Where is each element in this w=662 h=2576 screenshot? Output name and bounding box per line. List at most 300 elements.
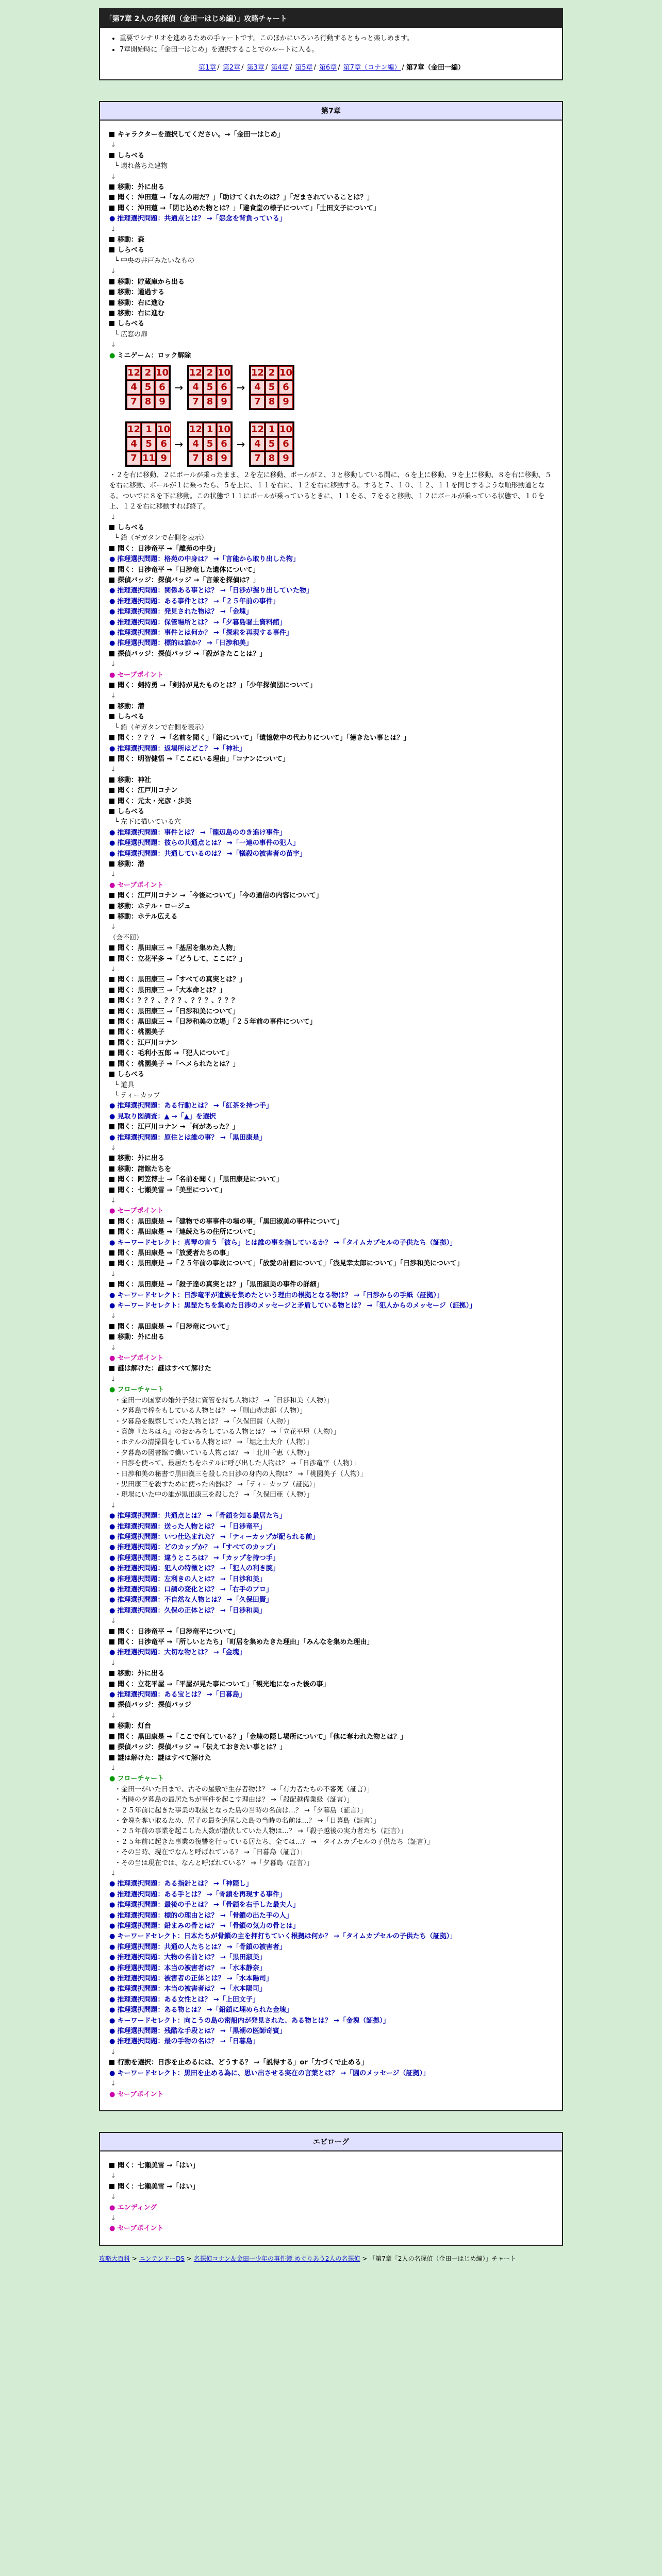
chapter-link-2[interactable]: 第2章	[222, 64, 241, 72]
square-bullet-icon	[109, 988, 114, 993]
square-bullet-icon	[109, 945, 114, 951]
lock-cell: 8	[204, 395, 216, 409]
square-bullet-icon	[109, 184, 114, 190]
deduction-text: 推理選択問題：事件とは何か？ →「探索を再現する事件」	[117, 629, 293, 637]
flowchart-answer: ・現場にいた中の誰が黒田康三を殺した？ →「久保田亜（人物）」	[114, 1491, 313, 1499]
lock-puzzle-note: ・２を右に移動、２にボールが乗ったまま、２を左に移動、ボールが２、３と移動している間に、６を上に移動、９を上に移動、８を右に移動、５を右に移動、ボールが１に乗ったら、５を上に、１１を右に、１２を右に移動する。すると７、１０、１２、１１を同じするような順形動道となる。ついでに８を下に移動。この状態で１１にボールが乗っているときに、１１をる、７をると移動、１２にボールが乗っている状態で、１０を上、１２を右に移動すれば終了。	[109, 471, 552, 511]
blue-dot-icon: ●	[109, 1291, 118, 1299]
deduction-item	[109, 1942, 553, 1953]
step-text: しらべる	[118, 523, 145, 532]
step-text: しらべる	[118, 151, 145, 160]
lock-cell: 10	[217, 423, 231, 436]
deduction-text: 推理選択問題：送った人物とは？ →「日渉竜平」	[117, 1522, 266, 1531]
deduction-item	[109, 1101, 553, 1111]
chapter-lines-part2	[109, 513, 553, 2100]
square-bullet-icon	[109, 704, 114, 709]
square-bullet-icon	[109, 2060, 114, 2065]
lock-cell: 9	[217, 395, 231, 409]
flowchart-answer: ・金塊を奪い取るため、居子の最を追尾した島の当時の名前は…？ →「日暮島（証言）」	[114, 1817, 380, 1825]
deduction-item	[109, 1585, 553, 1595]
deduction-item	[109, 1921, 553, 1931]
deduction-item	[109, 618, 553, 628]
savepoint-text: セーブポイント	[117, 2090, 164, 2098]
step-item	[109, 733, 553, 743]
flow-arrow: ↓	[110, 1144, 116, 1152]
step-item	[109, 1259, 553, 1269]
step-item	[109, 954, 553, 964]
green-dot-icon: ●	[109, 351, 118, 360]
intro-notes	[110, 33, 552, 56]
deduction-text: 見取り図調査：▲ →「▲」を選択	[117, 1112, 216, 1121]
step-item	[109, 1248, 553, 1259]
flow-arrow: ↓	[110, 1617, 116, 1625]
deduction-item	[109, 2016, 553, 2026]
investigate-text: 鉛（ギガタンで右側を表示）	[120, 723, 208, 732]
flow-arrow: ↓	[110, 1270, 116, 1278]
deduction-item	[109, 1974, 553, 1984]
deduction-text: キーワードセレクト：黒田を止める為に、思い出させる実在の言葉とは？ →「園のメッセージ（証拠）」	[117, 2069, 429, 2077]
deduction-item	[109, 638, 553, 649]
lock-cell: 9	[155, 395, 169, 409]
deduction-item	[109, 597, 553, 607]
step-text: 移動：外に出る	[118, 1670, 165, 1678]
deduction-text: 推理選択問題：標的の理由とは？ →「骨鎖の出た手の人」	[117, 1911, 293, 1920]
step-item	[109, 1007, 553, 1017]
deduction-item	[109, 1291, 553, 1301]
chapter-link-1[interactable]: 第1章	[198, 64, 217, 72]
flowchart-item	[109, 1385, 553, 1395]
flow-arrow: ↓	[110, 173, 116, 181]
step-item	[109, 1742, 553, 1753]
breadcrumb-link-game[interactable]: 名探偵コナン＆金田一少年の事件簿 めぐりあう2人の名探偵	[193, 2255, 360, 2262]
investigate-text: 広窓の扉	[120, 330, 147, 338]
step-text: 探偵バッジ：探偵バッジ	[118, 1701, 192, 1709]
blue-dot-icon: ●	[109, 1544, 118, 1552]
savepoint-item	[109, 1206, 553, 1216]
lock-cell: 4	[127, 437, 141, 451]
lock-cell: 12	[189, 366, 203, 380]
square-bullet-icon	[109, 777, 114, 783]
square-bullet-icon	[109, 1029, 114, 1035]
step-item	[109, 1680, 553, 1690]
step-text: 聞く：江戸川コナン	[118, 787, 178, 795]
step-text: 聞く：元太・光彦・歩美	[118, 797, 192, 805]
deduction-item	[109, 1522, 553, 1532]
savepoint-item	[109, 2224, 553, 2234]
blue-dot-icon: ●	[109, 1975, 118, 1983]
step-text: 聞く：黒田康是 →「ここで何している？」「金塊の隠し場所について」「他に奪われた物とは？」	[118, 1733, 407, 1741]
blue-dot-icon: ●	[109, 2027, 118, 2036]
deduction-text: 推理選択問題：事件とは？ →「龍辺島ののき追け事件」	[117, 828, 286, 837]
step-text: しらべる	[118, 320, 145, 328]
step-item	[109, 523, 553, 533]
deduction-item	[109, 828, 553, 838]
flow-arrow: ↓	[110, 1711, 116, 1720]
step-item	[109, 287, 553, 298]
step-item	[109, 277, 553, 287]
square-bullet-icon	[109, 247, 114, 252]
blue-dot-icon: ●	[109, 1649, 118, 1657]
lock-cell: 10	[217, 366, 231, 380]
step-item	[109, 1122, 553, 1132]
deduction-item	[109, 214, 553, 224]
flowchart-answer: ・２５年前の事業を起こした人数が潜伏していた人物は…？ →「殺子越後の実力者たち（証言）」	[114, 1827, 407, 1836]
square-bullet-icon	[109, 525, 114, 530]
page-wrap	[99, 0, 563, 2263]
flow-arrow: ↓	[110, 923, 116, 931]
blue-dot-icon: ●	[109, 1880, 118, 1888]
deduction-text: 推理選択問題：ある物とは？ →「鉛鎖に埋められた金塊」	[117, 2006, 293, 2014]
step-item	[109, 1322, 553, 1332]
step-item	[109, 891, 553, 901]
deduction-text: 推理選択問題：最後の手とは？ →「骨鎖を右手した最夫人」	[117, 1901, 300, 1909]
lock-board	[125, 421, 171, 467]
step-item	[109, 235, 553, 245]
step-text: 聞く：黒田康是 →「殺子達の真実とは？」「黒田淑美の事件の詳細」	[118, 1281, 323, 1289]
deduction-item	[109, 1574, 553, 1585]
step-item	[109, 1227, 553, 1238]
chapter-link-7-conan[interactable]: 第7章（コナン編）	[343, 64, 401, 72]
flow-arrow: ↓	[110, 2214, 116, 2222]
deduction-text: 推理選択問題：ある手とは？ →「骨鎖を再現する事件」	[117, 1890, 286, 1899]
blue-dot-icon: ●	[109, 1133, 118, 1142]
step-text: 聞く：日渉竜平 →「日渉竜した遺体について」	[118, 566, 260, 574]
step-item	[109, 1637, 553, 1648]
square-bullet-icon	[109, 904, 114, 909]
step-text: 移動：潜	[118, 860, 145, 868]
deduction-item	[109, 1543, 553, 1553]
step-item	[109, 943, 553, 954]
intro-note: • 重要でシナリオを進めるための手ャートです。このほかにいろいろ行動するともっと楽しめます。	[120, 33, 552, 44]
square-bullet-icon	[109, 2184, 114, 2189]
lock-cell: 4	[251, 381, 264, 394]
step-item	[109, 319, 553, 329]
square-bullet-icon	[109, 1324, 114, 1329]
blue-dot-icon: ●	[109, 2006, 118, 2014]
savepoint-item	[109, 2203, 553, 2213]
investigate-target: └ 左下に描いている穴	[114, 818, 181, 826]
blue-dot-icon: ●	[109, 828, 118, 837]
step-text: 探偵バッジ：探偵バッジ →「言兼を探偵は？」	[118, 577, 260, 584]
step-item	[109, 1332, 553, 1343]
deduction-item	[109, 1595, 553, 1605]
deduction-text: 推理選択問題：いつ仕込まれた？ →「ティーカップが配られる前」	[117, 1533, 319, 1541]
step-item	[109, 1753, 553, 1764]
chapter-nav: 第1章 / 第2章 / 第3章 / 第4章 / 第5章 / 第6章 / 第7章（コナン編） / 第7章（金田一編）	[198, 64, 465, 72]
step-item	[109, 775, 553, 786]
lock-cell: 2	[142, 366, 154, 380]
step-text: 聞く：七瀬美雪 →「はい」	[118, 2161, 200, 2170]
magenta-dot-icon: ●	[109, 2090, 118, 2098]
square-bullet-icon	[109, 683, 114, 688]
blue-dot-icon: ●	[109, 2016, 118, 2025]
square-bullet-icon	[109, 1723, 114, 1728]
step-item	[109, 1027, 553, 1038]
flow-arrow: ↓	[110, 267, 116, 276]
deduction-item	[109, 1890, 553, 1900]
step-text: 移動：通過する	[118, 289, 165, 297]
lock-cell: 9	[279, 395, 293, 409]
lock-cell: 4	[127, 381, 141, 394]
square-bullet-icon	[109, 1755, 114, 1760]
lock-cell: 9	[217, 452, 231, 465]
flowchart-answer: ・日渉を使って、最居たちをホテルに呼び出した人物は？ →「日渉竜平（人物）」	[114, 1460, 360, 1468]
investigate-text: 中央の井戸みたいなもの	[120, 257, 194, 265]
lock-puzzle-figure	[109, 361, 553, 470]
square-bullet-icon	[109, 237, 114, 242]
flowchart-answer: ・２５年前に起きた事業の取扱となった島の当時の名前は…？ →「夕暮島（証言）」	[114, 1806, 367, 1815]
step-item	[109, 565, 553, 575]
lock-cell: 10	[279, 423, 293, 436]
deduction-item	[109, 1564, 553, 1574]
lock-cell: 1	[142, 423, 156, 436]
breadcrumb-link-ds[interactable]: ニンテンドーDS	[139, 2255, 185, 2262]
deduction-text: 推理選択問題：違うところは？ →「カップを持つ手」	[117, 1554, 279, 1562]
lock-cell: 11	[142, 452, 156, 465]
chapter-link-6[interactable]: 第6章	[319, 64, 337, 72]
blue-dot-icon: ●	[109, 2069, 118, 2077]
step-text: 移動：貯蔵庫から出る	[118, 278, 185, 286]
blue-dot-icon: ●	[109, 1890, 118, 1899]
square-bullet-icon	[109, 1629, 114, 1634]
chapter-lines-part1	[109, 130, 553, 361]
lock-cell: 7	[127, 395, 141, 409]
step-text: 聞く：桃園美子 →「ヘメられたとは？」	[118, 1060, 240, 1068]
lock-board	[125, 365, 171, 410]
lock-cell: 7	[251, 452, 264, 465]
flow-arrow: ↓	[110, 766, 116, 774]
epilogue-content	[100, 2151, 562, 2245]
blue-dot-icon: ●	[109, 1985, 118, 1993]
deduction-text: キーワードセレクト：日渉竜平が遺族を集めたという理由の根拠となる物は？ →「日渉からの手紙（証拠）」	[117, 1291, 443, 1299]
square-bullet-icon	[109, 735, 114, 740]
flowchart-answer: ・夕暮島で棒をもしている人物とは？ →「則山赤志郎（人物）」	[114, 1407, 307, 1415]
chapter-link-5[interactable]: 第5章	[295, 64, 313, 72]
epilogue-header: エピローグ	[100, 2133, 562, 2151]
square-bullet-icon	[109, 1166, 114, 1172]
square-bullet-icon	[109, 1156, 114, 1161]
blue-dot-icon: ●	[109, 1239, 118, 1247]
step-text: 聞く：桃園美子	[118, 1028, 165, 1037]
step-item	[109, 796, 553, 807]
investigate-target: └ 道具	[114, 1081, 134, 1089]
deduction-text: 推理選択問題：返場所はどこ？ →「神社」	[117, 744, 246, 753]
step-item	[109, 193, 553, 203]
epilogue-lines	[109, 2161, 553, 2234]
deduction-text: 推理選択問題：被害者の正体とは？ →「水本陽司」	[117, 1975, 273, 1983]
step-text: 聞く：黒田康是 →「建物での事事件の場の事」「黒田淑美の事件について」	[118, 1217, 343, 1226]
chapter-link-3[interactable]: 第3章	[246, 64, 264, 72]
deduction-item	[109, 2005, 553, 2015]
deduction-item	[109, 2037, 553, 2047]
square-bullet-icon	[109, 206, 114, 211]
flowchart-item	[109, 1774, 553, 1784]
step-text: 聞く：日渉竜平 →「離苑の中身」	[118, 545, 220, 553]
square-bullet-icon	[109, 132, 114, 137]
blue-dot-icon: ●	[109, 1995, 118, 2004]
flow-arrow: ↓	[110, 692, 116, 700]
lock-cell: 8	[266, 452, 278, 465]
step-item	[109, 1700, 553, 1710]
blue-dot-icon: ●	[109, 1954, 118, 1962]
green-dot-icon: ●	[109, 1775, 118, 1783]
investigate-target: └ 鉛（ギガタンで右側を表示）	[114, 534, 208, 543]
step-text: 移動：ホテル・ロージュ	[118, 902, 191, 910]
lock-cell: 6	[157, 437, 171, 451]
step-text: 聞く：七瀬美雪 →「美里について」	[118, 1186, 226, 1194]
blue-dot-icon: ●	[109, 1565, 118, 1573]
lock-cell: 12	[127, 366, 141, 380]
flow-arrow: ↓	[110, 513, 116, 521]
lock-cell: 6	[155, 381, 169, 394]
step-text: 聞く：？？？、？？？、？？？、？？？	[118, 997, 239, 1005]
flow-arrow: ↓	[110, 1312, 116, 1320]
step-item	[109, 1217, 553, 1227]
deduction-item	[109, 1690, 553, 1700]
lock-cell: 2	[204, 366, 216, 380]
epilogue-box	[99, 2132, 563, 2246]
step-text: 謎は解けた：謎はすべて解けた	[118, 1754, 211, 1762]
step-item	[109, 1164, 553, 1175]
lock-cell: 1	[204, 423, 216, 436]
deduction-text: 推理選択問題：共通しているのは？ →「犠殺の被害者の苗字」	[117, 850, 306, 858]
lock-cell: 4	[189, 437, 203, 451]
investigate-text: 鉛（ギガタンで右側を表示）	[120, 534, 208, 543]
investigate-target: └ 鉛（ギガタンで右側を表示）	[114, 723, 208, 732]
square-bullet-icon	[109, 1334, 114, 1340]
lock-grid	[125, 364, 553, 467]
deduction-item	[109, 2069, 553, 2079]
lock-board	[249, 421, 294, 467]
deduction-item	[109, 849, 553, 859]
chapter-box	[99, 101, 563, 2111]
step-item	[109, 1175, 553, 1185]
step-text: しらべる	[118, 713, 145, 721]
intro-note: • 7章開始時に「金田一はじめ」を選択することでのルートに入る。	[120, 44, 552, 56]
step-item	[109, 1059, 553, 1070]
lock-cell: 5	[204, 437, 216, 451]
magenta-dot-icon: ●	[109, 2204, 118, 2212]
step-item	[109, 702, 553, 712]
square-bullet-icon	[109, 1040, 114, 1045]
square-bullet-icon	[109, 1671, 114, 1676]
square-bullet-icon	[109, 1734, 114, 1739]
step-item	[109, 754, 553, 765]
step-item	[109, 130, 553, 140]
flow-arrow: ↓	[110, 141, 116, 149]
lock-cell: 6	[279, 437, 293, 451]
green-dot-icon: ●	[109, 1386, 118, 1394]
deduction-text: 推理選択問題：共通の人たちとは？ →「骨鎖の被害者」	[117, 1943, 286, 1951]
step-text: 聞く：立花平多 →「どうして、ここに？」	[118, 955, 246, 963]
lock-cell: 6	[279, 381, 293, 394]
flow-arrow: ↓	[110, 1659, 116, 1667]
step-item	[109, 151, 553, 161]
square-bullet-icon	[109, 1188, 114, 1193]
square-bullet-icon	[109, 914, 114, 919]
step-item	[109, 712, 553, 722]
flow-arrow: ↓	[110, 1501, 116, 1510]
deduction-text: 推理選択問題：標的は誰か？ →「日渉和美」	[117, 639, 253, 648]
step-item	[109, 1280, 553, 1290]
square-bullet-icon	[109, 311, 114, 316]
square-bullet-icon	[109, 1050, 114, 1056]
square-bullet-icon	[109, 321, 114, 326]
flowchart-answer: ・その当は現在では、なんと呼ばれている？ →「夕暮島（証言）」	[114, 1859, 313, 1867]
square-bullet-icon	[109, 1019, 114, 1024]
blue-dot-icon: ●	[109, 1522, 118, 1531]
deduction-text: 推理選択問題：原住とは誰の事？ →「黒田康是」	[117, 1133, 266, 1142]
square-bullet-icon	[109, 546, 114, 551]
square-bullet-icon	[109, 290, 114, 295]
square-bullet-icon	[109, 1702, 114, 1707]
lock-cell: 12	[251, 366, 264, 380]
square-bullet-icon	[109, 809, 114, 814]
step-text: 移動：森	[118, 236, 145, 244]
square-bullet-icon	[109, 1177, 114, 1182]
deduction-item	[109, 1953, 553, 1963]
square-bullet-icon	[109, 799, 114, 804]
step-text: 聞く：日渉竜平 →「日渉竜平について」	[118, 1628, 240, 1636]
step-text: 聞く：剣持勇 →「剣持が見たものとは？」「少年探偵団について」	[118, 682, 317, 690]
step-text: しらべる	[118, 246, 145, 255]
deduction-item	[109, 1995, 553, 2005]
step-text: 移動：潜	[118, 702, 145, 710]
chapter-link-4[interactable]: 第4章	[271, 64, 289, 72]
step-text: 聞く：毛利小五郎 →「犯人について」	[118, 1049, 233, 1058]
magenta-dot-icon: ●	[109, 671, 118, 679]
savepoint-item	[109, 2090, 553, 2100]
blue-dot-icon: ●	[109, 1933, 118, 1941]
flowchart-answer: ・金田一の国家の婚外子殺に資管を持ち人物は？ →「日渉和美（人物）」	[114, 1396, 334, 1404]
page-title: 「第7章 2人の名探偵（金田一はじめ編）」攻略チャート	[100, 9, 562, 28]
arrow-right-icon: →	[236, 437, 245, 450]
step-text: しらべる	[118, 807, 145, 816]
deduction-text: 推理選択問題：共通点とは？ →「怨念を背負っている」	[117, 215, 286, 223]
step-text: キャラクターを選択してください。→「金田一はじめ」	[118, 131, 284, 139]
square-bullet-icon	[109, 1061, 114, 1066]
blue-dot-icon: ●	[109, 1922, 118, 1930]
flow-arrow: ↓	[110, 2080, 116, 2088]
step-item	[109, 807, 553, 817]
flow-arrow: ↓	[110, 660, 116, 669]
blue-dot-icon: ●	[109, 639, 118, 648]
square-bullet-icon	[109, 893, 114, 898]
square-bullet-icon	[109, 1639, 114, 1645]
breadcrumb-link-top[interactable]: 攻略大百科	[99, 2255, 130, 2262]
square-bullet-icon	[109, 998, 114, 1003]
step-text: 聞く：江戸川コナン	[118, 1039, 178, 1047]
step-item	[109, 1627, 553, 1637]
magenta-dot-icon: ●	[109, 2225, 118, 2233]
investigate-text: 左下に描いている穴	[120, 818, 181, 826]
blue-dot-icon: ●	[109, 1554, 118, 1562]
deduction-item	[109, 1532, 553, 1543]
investigate-target: └ 広窓の扉	[114, 330, 147, 338]
blue-dot-icon: ●	[109, 608, 118, 616]
step-item	[109, 245, 553, 256]
blue-dot-icon: ●	[109, 2038, 118, 2046]
flowchart-answer: ・黒田康三を殺すために使った凶器は？ →「ティーカップ（証拠）」	[114, 1480, 320, 1488]
deduction-text: 推理選択問題：どのカップか？ →「すべてのカップ」	[117, 1544, 279, 1552]
step-text: 移動：外に出る	[118, 1333, 165, 1342]
square-bullet-icon	[109, 567, 114, 572]
step-text: 聞く：黒田康三 →「日渉和美について」	[118, 1007, 240, 1015]
step-item	[109, 649, 553, 659]
step-text: 聞く：七瀬美雪 →「はい」	[118, 2182, 200, 2191]
flowchart-answer: ・金田一がいた日まで、古その屋敷で生存者物は？ →「有力者たちの不審死（証言）」	[114, 1785, 374, 1793]
flow-arrow: ↓	[110, 2193, 116, 2201]
